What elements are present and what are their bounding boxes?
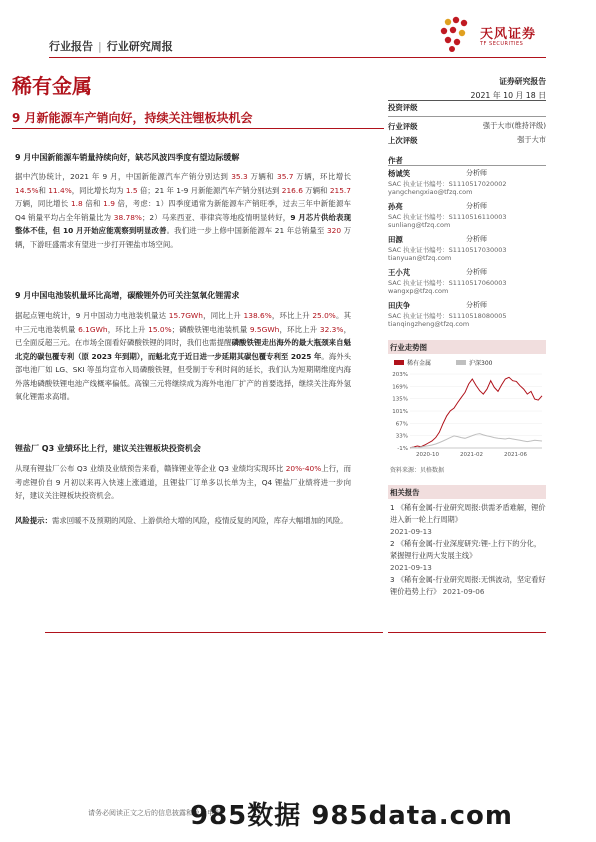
- analyst-list: [388, 168, 546, 333]
- legend-swatch: [456, 360, 466, 365]
- right-bottom-rule: [388, 632, 546, 633]
- analyst-card: 杨诚笑 分析师 SAC 执业证书编号：S1110517020002 yangchengxiao@tfzq.com: [388, 169, 507, 196]
- brand-subtitle: TF SECURITIES: [480, 41, 524, 47]
- y-tick-label: -1%: [397, 446, 408, 452]
- industry-trend-chart: [388, 356, 546, 462]
- related-report-item[interactable]: 1 《稀有金属-行业研究周报:供需矛盾难解，锂价进入新一轮上行周期》 2021-09-13: [390, 503, 546, 536]
- series-line: [410, 377, 542, 447]
- section-3-heading: 锂盐厂 Q3 业绩环比上行，建议关注锂板块投资机会: [15, 444, 201, 453]
- x-tick-label: 2020-10: [416, 452, 439, 458]
- previous-rating-label: 上次评级: [388, 135, 418, 145]
- analyst-card: 田源 分析师 SAC 执业证书编号：S1110517030003 tianyuan@tfzq.com: [388, 235, 507, 262]
- report-date: 2021 年 10 月 18 日: [470, 91, 546, 100]
- analyst-card: 田庆争 分析师 SAC 执业证书编号：S1110518080005 tianqingzheng@tfzq.com: [388, 301, 507, 328]
- related-heading: 相关报告: [390, 488, 420, 497]
- y-tick-label: 203%: [392, 372, 408, 378]
- industry-rating-value: 强于大市(维持评级): [482, 121, 546, 130]
- legend-label: 沪深300: [469, 360, 493, 367]
- authors-rule: [388, 165, 546, 166]
- rating-block: [388, 101, 546, 147]
- previous-rating-value: 强于大市: [517, 135, 546, 144]
- y-tick-label: 33%: [395, 433, 408, 440]
- rating-heading: 投资评级: [388, 103, 418, 112]
- section-2-heading: 9 月中国电池装机量环比高增，碳酸锂外仍可关注氢氧化锂需求: [15, 291, 240, 300]
- disclaimer-footer: 请务必阅读正文之后的信息披露和免责申明: [88, 809, 221, 817]
- related-report-item[interactable]: 2 《稀有金属-行业深度研究:锂-上行下的分化，紧握锂行业两大发展主线》 2021-09-13: [390, 539, 542, 572]
- header-rule: [49, 57, 546, 58]
- analyst-card: 孙亮 分析师 SAC 执业证书编号：S1110516110003 sunliang@tfzq.com: [388, 202, 507, 229]
- legend-swatch: [394, 360, 404, 365]
- industry-rating-label: 行业评级: [388, 121, 418, 131]
- section-1-body: 据中汽协统计，2021 年 9 月，中国新能源汽车产销分别达到 35.3 万辆和 35.7 万辆，环比增长 14.5%和 11.4%，同比增长均为 1.5 倍；21 年 1-9 月新能源汽车产销分别达到 216.6 万辆和 215.7 万辆，同比增长 1.8 倍和 1.9 倍，考虑：1）四季度通常为新能源车产销旺季，过去三年中新能源车 Q4 销量平均占全年销量比为 38.78%；2）马来西亚、菲律宾等地疫情明显转好，9 月芯片供给表现整体不佳，但 10 月开始应能观察到明显改善。我们进一步上修中国新能源车 21 年总销量至 320 万辆，下游旺盛需求有望进一步打开锂盐市场空间。: [15, 172, 351, 249]
- sector-title: 稀有金属: [12, 74, 92, 98]
- watermark: 985数据 985data.com: [190, 801, 513, 831]
- report-title: 9 月新能源车产销向好，持续关注锂板块机会: [12, 111, 253, 125]
- body-bottom-rule: [45, 632, 383, 633]
- authors-heading: 作者: [388, 156, 403, 165]
- section-1-heading: 9 月中国新能源车销量持续向好，缺芯风波四季度有望边际缓解: [15, 153, 240, 162]
- trend-heading-bar: [388, 340, 546, 354]
- related-report-list: [390, 502, 546, 598]
- y-tick-label: 67%: [395, 421, 408, 428]
- legend-label: 稀有金属: [407, 360, 432, 367]
- analyst-card: 王小芃 分析师 SAC 执业证书编号：S1110517060003 wangxp@tfzq.com: [388, 268, 507, 295]
- chart-source: 资料来源：贝格数据: [390, 467, 445, 474]
- trend-heading: 行业走势图: [390, 343, 427, 352]
- related-report-item[interactable]: 3 《稀有金属-行业研究周报:无惧波动，坚定看好锂价趋势上行》 2021-09-06: [390, 575, 546, 596]
- title-rule: [12, 128, 384, 129]
- y-tick-label: 101%: [392, 409, 408, 415]
- x-tick-label: 2021-02: [460, 452, 483, 458]
- x-tick-label: 2021-06: [504, 452, 527, 458]
- report-type: 证券研究报告: [499, 77, 546, 86]
- related-heading-bar: [388, 485, 546, 499]
- section-2-body: 据起点锂电统计，9 月中国动力电池装机量达 15.7GWh，同比上升 138.6%，环比上升 25.0%。其中三元电池装机量 6.1GWh，环比上升 15.0%；磷酸铁锂电池装机量 9.5GWh，环比上升 32.3%，已全面反超三元。在市场全面看好磷酸铁锂的同时，我们也需提醒磷酸铁锂走出海外的最大瓶颈来自魁北克的碳包覆专利（原 2023 年到期），而魁北克于近日进一步延期其碳包覆专利至 2025 年。海外头部电池厂如 LG、SKI 等虽均宣布入局磷酸铁锂，但受制于专利时间的延长，我们认为短期期维度内海外落地磷酸铁锂电池产线概率偏低。高镍三元将继续成为海外电池厂扩产的首要选择，继续关注海外氢氧化锂需求高增。: [15, 311, 351, 401]
- y-tick-label: 169%: [392, 384, 408, 391]
- section-3-body: 从现有锂盐厂公布 Q3 业绩及业绩预告来看，赣锋锂业等企业 Q3 业绩均实现环比 20%-40%上行，而考虑锂价自 9 月初以来再入快速上涨通道，且锂盐厂订单多以长单为主，Q4 锂盐厂业绩将进一步向好，建议关注锂板块投资机会。: [15, 464, 351, 500]
- report-category: 行业报告 | 行业研究周报: [49, 40, 173, 53]
- y-tick-label: 135%: [392, 396, 408, 403]
- risk-warning: 风险提示：需求回暖不及预期的风险、上游供给大增的风险，疫情反复的风险，库存大幅增加的风险。: [15, 516, 348, 525]
- brand-name: 天风证券: [480, 27, 537, 42]
